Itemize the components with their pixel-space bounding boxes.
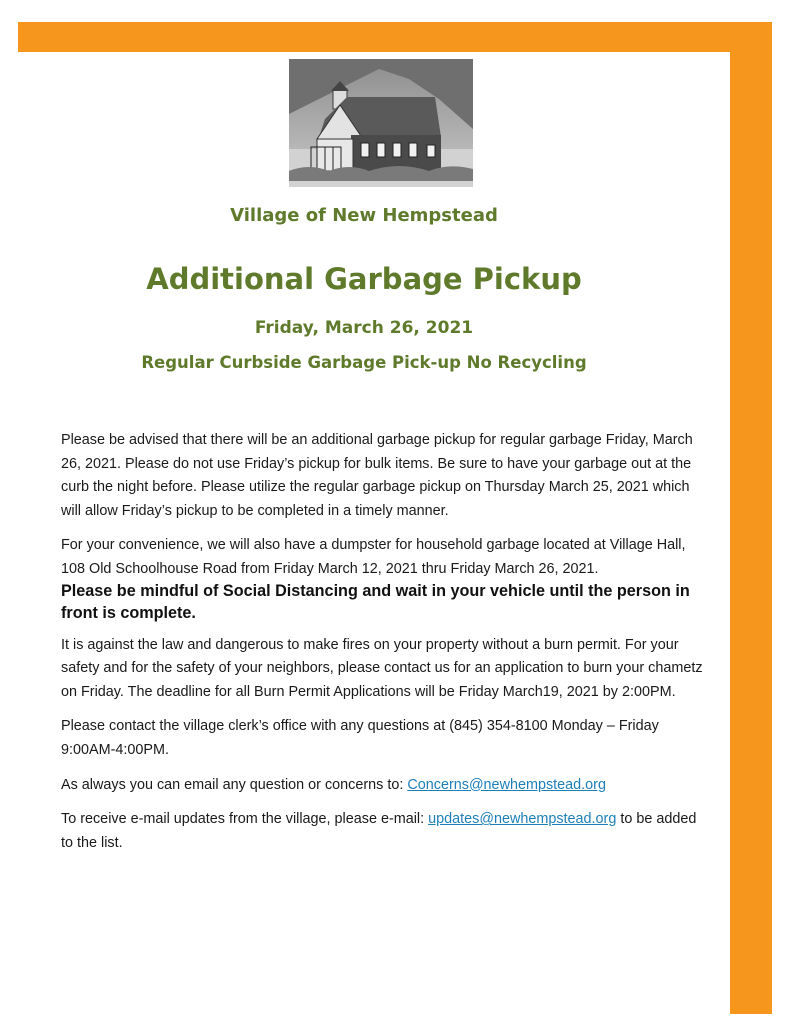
paragraph-advisory: Please be advised that there will be an additional garbage pickup for regular garbage Friday, March 26, 2021. Please do not use Friday’s pickup for bulk items. Be sure to have your garbage out at the curb the night before. Please utilize the regular garbage pickup on Thursday March 25, 2021 which will allow Friday’s pickup to be completed in a timely manner. xyxy=(61,432,693,519)
paragraph-email-concerns xyxy=(61,774,703,798)
right-orange-border xyxy=(730,22,772,1014)
page-title: Additional Garbage Pickup xyxy=(146,262,582,296)
paragraph-contact: Please contact the village clerk’s office with any questions at (845) 354-8100 Monday – Friday 9:00AM-4:00PM. xyxy=(61,718,659,758)
email-updates-suffix: to be added to the list. xyxy=(61,811,697,851)
subtitle: Regular Curbside Garbage Pick-up No Recycling xyxy=(141,353,587,372)
schoolhouse-photo xyxy=(289,59,473,187)
paragraph-email-updates xyxy=(61,808,703,855)
organization-name: Village of New Hempstead xyxy=(230,205,498,226)
updates-email-link[interactable]: updates@newhempstead.org xyxy=(428,811,617,828)
paragraph-burn-permit: It is against the law and dangerous to make fires on your property without a burn permit. For your safety and for the safety of your neighbors, please contact us for an application to burn your chametz on Friday. The deadline for all Burn Permit Applications will be Friday March19, 2021 by 2:00PM. xyxy=(61,636,703,700)
email-updates-text: To receive e-mail updates from the village, please e-mail: xyxy=(61,811,429,828)
notice-body xyxy=(61,429,703,866)
event-date: Friday, March 26, 2021 xyxy=(254,318,474,338)
top-orange-border xyxy=(18,22,772,52)
paragraph-dumpster: For your convenience, we will also have a dumpster for household garbage located at Village Hall, 108 Old Schoolhouse Road from Friday March 12, 2021 thru Friday March 26, 2021. xyxy=(61,537,686,577)
email-concerns-text: As always you can email any question or concerns to: xyxy=(61,776,408,793)
concerns-email-link[interactable]: Concerns@newhempstead.org xyxy=(407,776,606,793)
social-distancing-notice: Please be mindful of Social Distancing and wait in your vehicle until the person in front is complete. xyxy=(61,581,690,622)
